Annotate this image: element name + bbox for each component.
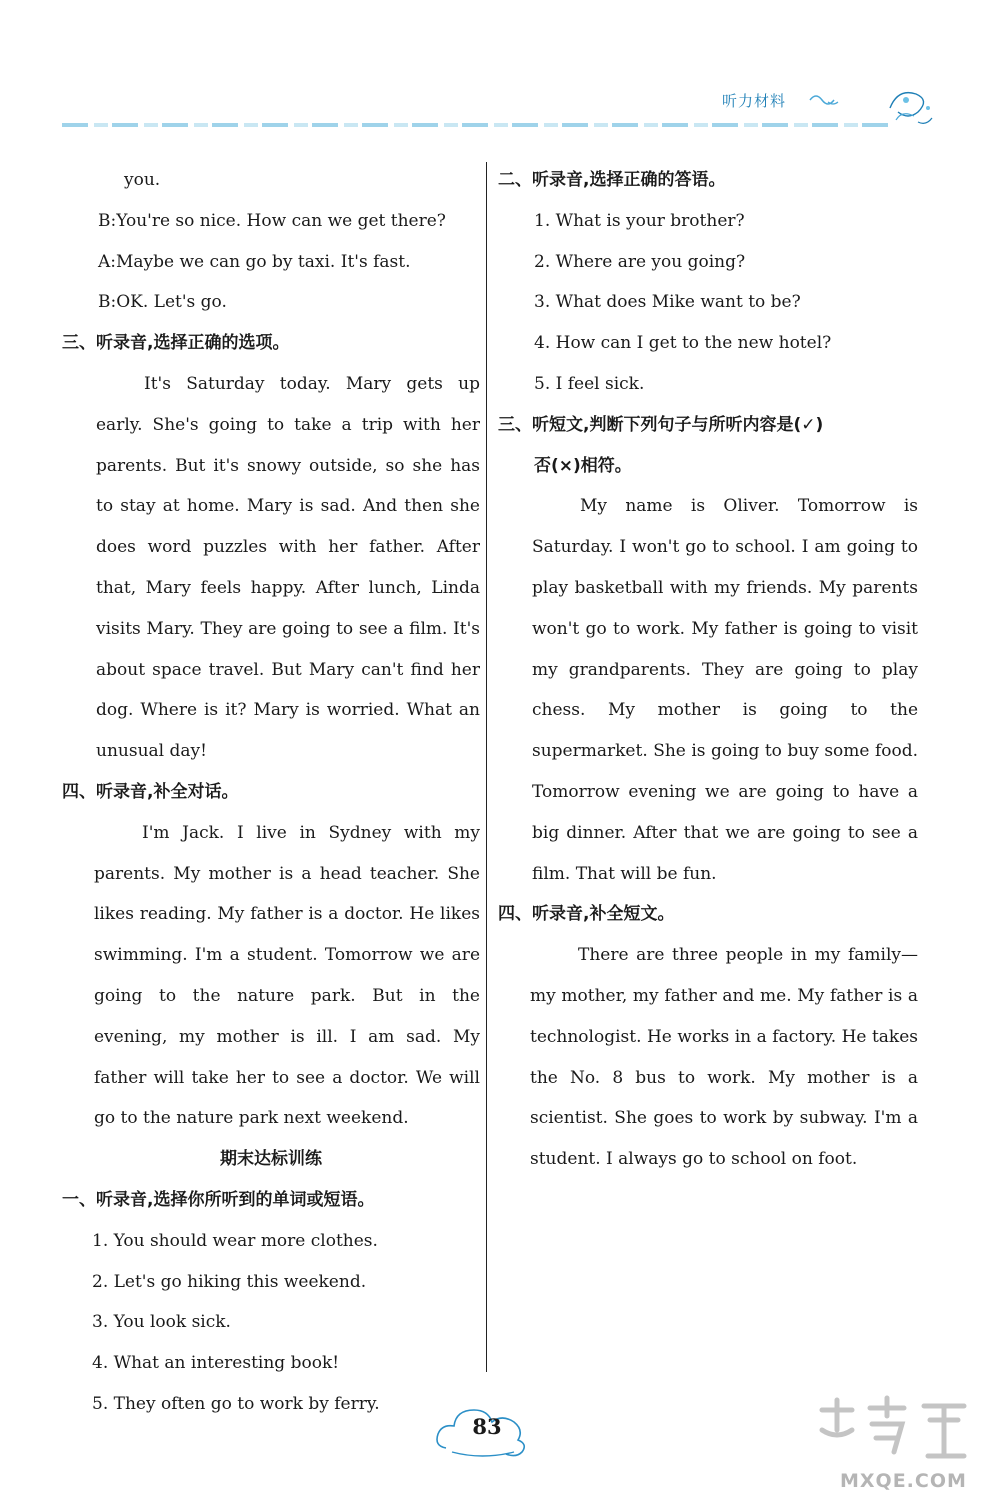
section-heading: 四、听录音,补全短文。 (498, 904, 675, 925)
list-item: 5. They often go to work by ferry. (92, 1393, 380, 1414)
page-number: 83 (472, 1414, 502, 1439)
listening-passage (62, 364, 480, 772)
list-item: 4. How can I get to the new hotel? (534, 333, 832, 354)
dialogue-line: A:Maybe we can go by taxi. It's fast. (98, 251, 411, 272)
column-divider (486, 162, 487, 1372)
section-heading: 三、听短文,判断下列句子与所听内容是(✓) (498, 414, 824, 435)
passage-text: I'm Jack. I live in Sydney with my parents. My mother is a head teacher. She likes reading. My father is a doctor. He likes swimming. I'm a student. Tomorrow we are going to the nature park. But in the evening, my mother is ill. I am sad. My father will take her to see a doctor. We will go to the nature park next weekend. (94, 822, 480, 1129)
listening-passage (498, 935, 918, 1180)
list-item: 3. What does Mike want to be? (534, 292, 801, 313)
right-column (498, 160, 918, 1180)
passage-text: My name is Oliver. Tomorrow is Saturday. I won't go to school. I am going to play basketball with my friends. My parents won't go to work. My father is going to visit my grandparents. They are going to play chess. My mother is going to the supermarket. She is going to buy some food. Tomorrow evening we are going to have a big dinner. After that we are going to see a film. That will be fun. (532, 496, 918, 884)
list-item: 1. You should wear more clothes. (92, 1230, 378, 1251)
dialogue-line: B:OK. Let's go. (98, 292, 227, 313)
passage-text: It's Saturday today. Mary gets up early. She's going to take a trip with her parents. But it's snowy outside, so she has to stay at home. Mary is sad. And then she does word puzzles with her father. After that, Mary feels happy. After lunch, Linda visits Mary. They are going to see a film. It's about space travel. But Mary can't find her dog. Where is it? Mary is worried. What an unusual day! (96, 373, 480, 762)
header-divider (62, 123, 892, 127)
watermark-text: MXQE.COM (840, 1470, 967, 1492)
list-item: 2. Let's go hiking this weekend. (92, 1271, 367, 1292)
section-heading: 一、听录音,选择你所听到的单词或短语。 (62, 1189, 375, 1210)
dialogue-line: B:You're so nice. How can we get there? (98, 210, 446, 231)
list-item: 3. You look sick. (92, 1312, 231, 1333)
section-heading: 二、听录音,选择正确的答语。 (498, 170, 726, 190)
list-item: 2. Where are you going? (534, 251, 746, 272)
page-header (0, 0, 1000, 140)
section-heading: 三、听录音,选择正确的选项。 (62, 333, 290, 354)
section-heading-continued: 否(×)相符。 (534, 455, 632, 476)
listening-passage (498, 486, 918, 894)
listening-passage (62, 813, 480, 1139)
list-item: 5. I feel sick. (534, 373, 645, 394)
dialogue-line: you. (124, 170, 161, 190)
section-heading: 四、听录音,补全对话。 (62, 781, 239, 802)
passage-text: There are three people in my family—my mother, my father and me. My father is a technologist. He works in a factory. He takes the No. 8 bus to work. My mother is a scientist. She goes to work by subway. I'm a student. I always go to school on foot. (530, 945, 918, 1170)
list-item: 1. What is your brother? (534, 210, 745, 231)
header-title: 听力材料 (722, 92, 787, 110)
final-test-title: 期末达标训练 (220, 1149, 322, 1170)
left-column (62, 160, 480, 1425)
list-item: 4. What an interesting book! (92, 1353, 340, 1374)
decorative-swirl-icon (800, 78, 950, 138)
